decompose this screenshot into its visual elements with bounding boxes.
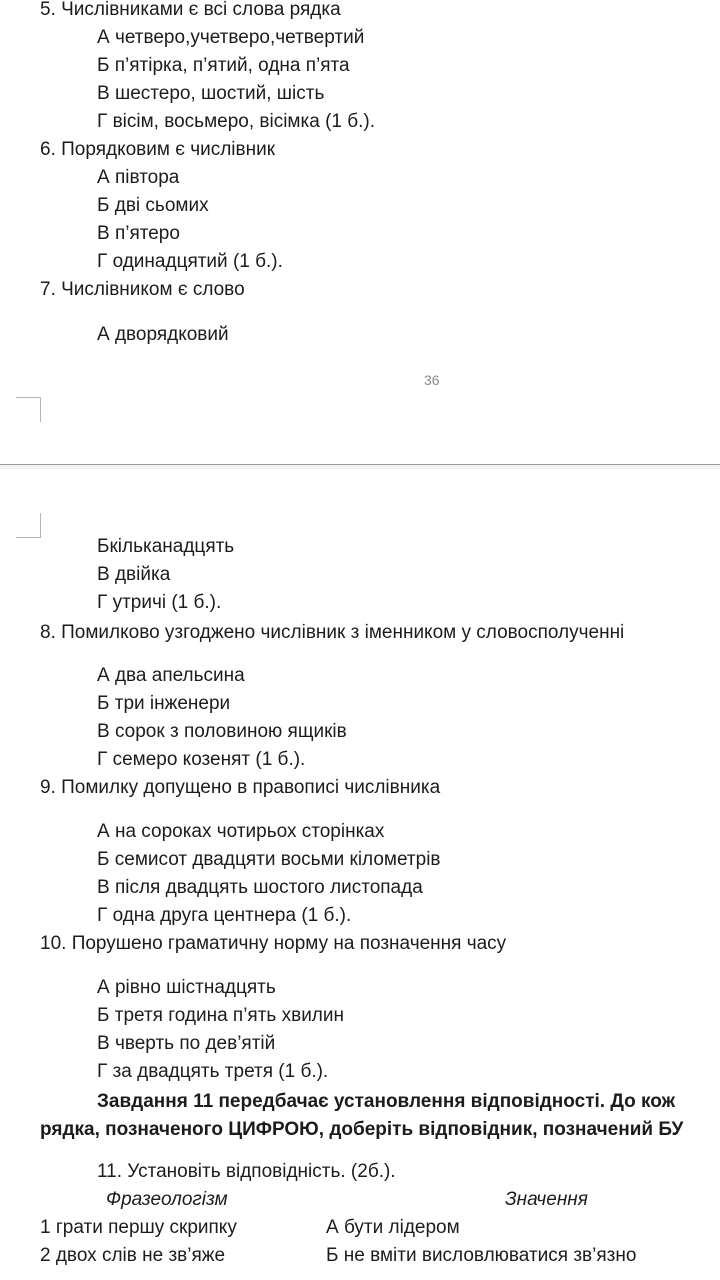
match-right-a: А бути лідером bbox=[326, 1217, 460, 1238]
q9-option-a: А на сороках чотирьох сторінках bbox=[97, 821, 385, 842]
question-10: 10. Порушено граматичну норму на позначення часу bbox=[40, 933, 507, 954]
q6-option-d: Г одинадцятий (1 б.). bbox=[97, 251, 283, 272]
q7-option-b: Бкільканадцять bbox=[97, 536, 235, 557]
question-7: 7. Числівником є слово bbox=[40, 279, 245, 300]
q6-option-c: В п’ятеро bbox=[97, 223, 180, 244]
q8-option-a: А два апельсина bbox=[97, 665, 245, 686]
q8-option-d: Г семеро козенят (1 б.). bbox=[97, 749, 306, 770]
q6-option-a: А півтора bbox=[97, 167, 180, 188]
q5-option-a: А четверо,учетверо,четвертий bbox=[97, 27, 365, 48]
q10-option-b: Б третя година п’ять хвилин bbox=[97, 1005, 344, 1026]
crop-mark-top bbox=[16, 513, 41, 538]
q9-option-c: В після двадцять шостого листопада bbox=[97, 877, 423, 898]
q9-option-b: Б семисот двадцяти восьми кілометрів bbox=[97, 849, 441, 870]
task11-intro-line-1: Завдання 11 передбачає установлення відповідності. До кож bbox=[97, 1091, 676, 1112]
q8-option-b: Б три інженери bbox=[97, 693, 231, 714]
q10-option-d: Г за двадцять третя (1 б.). bbox=[97, 1061, 329, 1082]
q8-option-c: В сорок з половиною ящиків bbox=[97, 721, 347, 742]
question-5: 5. Числівниками є всі слова рядка bbox=[40, 0, 341, 20]
crop-mark-bottom bbox=[16, 397, 41, 422]
question-8: 8. Помилково узгоджено числівник з іменником у словосполученні bbox=[40, 622, 625, 643]
match-left-2: 2 двох слів не зв’яже bbox=[40, 1245, 226, 1266]
q5-option-d: Г вісім, восьмеро, вісімка (1 б.). bbox=[97, 111, 376, 132]
q5-option-b: Б п’ятірка, п’ятий, одна п’ята bbox=[97, 55, 350, 76]
match-left-1: 1 грати першу скрипку bbox=[40, 1217, 237, 1238]
question-6: 6. Порядковим є числівник bbox=[40, 139, 276, 160]
q10-option-c: В чверть по дев’ятій bbox=[97, 1033, 276, 1054]
q7-option-c: В двійка bbox=[97, 564, 171, 585]
match-right-header: Значення bbox=[505, 1189, 588, 1210]
question-9: 9. Помилку допущено в правописі числівника bbox=[40, 777, 441, 798]
task11-intro-line-2: рядка, позначеного ЦИФРОЮ, доберіть відповідник, позначений БУ bbox=[40, 1119, 684, 1140]
question-11: 11. Установіть відповідність. (2б.). bbox=[97, 1161, 396, 1182]
document-page-37 bbox=[0, 468, 720, 1280]
q6-option-b: Б дві сьомих bbox=[97, 195, 209, 216]
q7-option-d: Г утричі (1 б.). bbox=[97, 592, 222, 613]
match-left-header: Фразеологізм bbox=[106, 1189, 228, 1210]
q5-option-c: В шестеро, шостий, шість bbox=[97, 83, 325, 104]
q9-option-d: Г одна друга центнера (1 б.). bbox=[97, 905, 352, 926]
q7-option-a: А дворядковий bbox=[97, 324, 229, 345]
q10-option-a: А рівно шістнадцять bbox=[97, 977, 276, 998]
match-right-b: Б не вміти висловлюватися зв’язно bbox=[326, 1245, 637, 1266]
page-number: 36 bbox=[424, 372, 440, 388]
document-page-36 bbox=[0, 0, 720, 464]
